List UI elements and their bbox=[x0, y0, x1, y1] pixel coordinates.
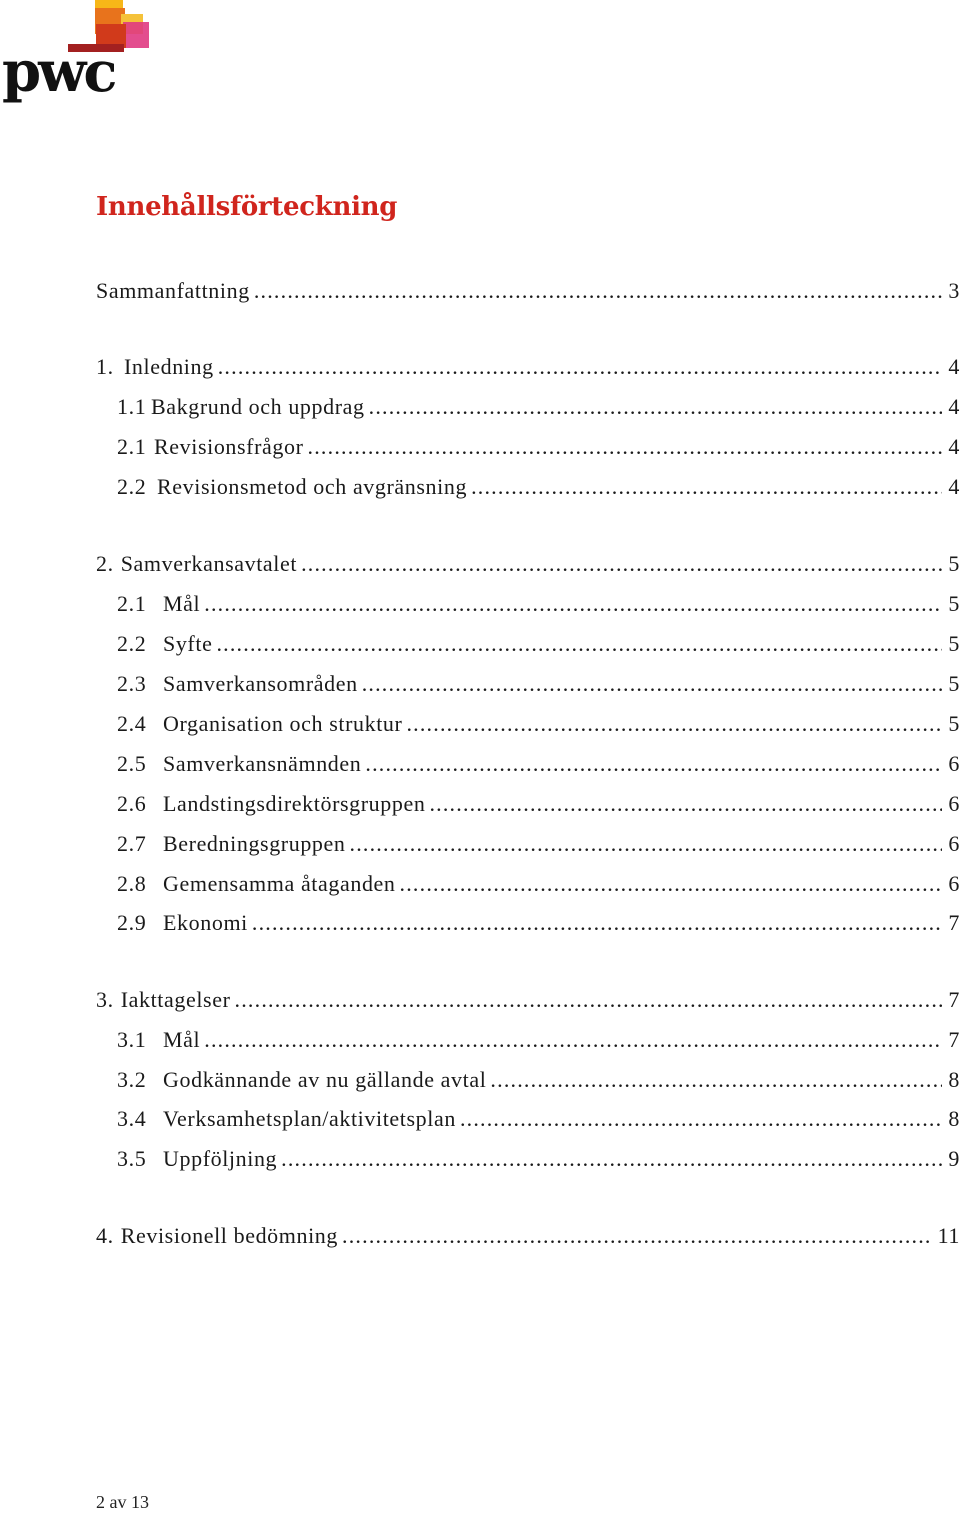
toc-entry-label: Beredningsgruppen bbox=[163, 831, 346, 856]
toc-entry-label: Sammanfattning bbox=[96, 278, 250, 303]
toc-entry-page: 7 bbox=[948, 987, 960, 1012]
toc-entry-page: 8 bbox=[948, 1106, 960, 1131]
toc-entry-samverkansnamnden[interactable] bbox=[117, 749, 960, 779]
toc-leader-dots bbox=[252, 908, 943, 938]
toc-entry-number: 2.5 bbox=[117, 751, 147, 776]
toc-leader-dots bbox=[350, 829, 943, 859]
toc-leader-dots bbox=[471, 472, 942, 502]
toc-entry-page: 5 bbox=[948, 631, 960, 656]
toc-entry-uppfoljning[interactable] bbox=[117, 1144, 960, 1174]
toc-leader-dots bbox=[369, 392, 943, 422]
toc-entry-number: 3.4 bbox=[117, 1106, 147, 1131]
toc-entry-page: 4 bbox=[948, 354, 960, 379]
toc-entry-page: 5 bbox=[948, 591, 960, 616]
toc-leader-dots bbox=[216, 629, 942, 659]
toc-entry-number: 1. bbox=[96, 354, 114, 379]
toc-entry-syfte[interactable] bbox=[117, 629, 960, 659]
toc-entry-label: Samverkansområden bbox=[163, 671, 358, 696]
toc-entry-number: 2.7 bbox=[117, 831, 147, 856]
toc-entry-mal-3[interactable] bbox=[117, 1025, 960, 1055]
toc-entry-samverkansavtalet[interactable] bbox=[96, 549, 960, 579]
toc-entry-number: 3.5 bbox=[117, 1146, 147, 1171]
toc-entry-organisation[interactable] bbox=[117, 709, 960, 739]
toc-entry-label: Revisionell bedömning bbox=[120, 1223, 339, 1248]
toc-entry-page: 4 bbox=[948, 394, 960, 419]
toc-entry-number: 4. bbox=[96, 1223, 114, 1248]
toc-entry-mal[interactable] bbox=[117, 589, 960, 619]
toc-entry-page: 3 bbox=[948, 278, 960, 303]
toc-entry-revisionsmetod[interactable] bbox=[117, 472, 960, 502]
toc-entry-ekonomi[interactable] bbox=[117, 908, 960, 938]
toc-entry-label: Samverkansavtalet bbox=[120, 551, 298, 576]
toc-entry-label: Bakgrund och uppdrag bbox=[151, 394, 365, 419]
toc-leader-dots bbox=[254, 276, 943, 306]
toc-entry-page: 5 bbox=[948, 551, 960, 576]
toc-entry-label: Gemensamma åtaganden bbox=[163, 871, 396, 896]
toc-entry-label: Organisation och struktur bbox=[163, 711, 403, 736]
toc-entry-iakttagelser[interactable] bbox=[96, 985, 960, 1015]
toc-leader-dots bbox=[218, 352, 943, 382]
toc-entry-page: 11 bbox=[937, 1223, 960, 1248]
toc-entry-label: Mål bbox=[163, 591, 201, 616]
toc-entry-number: 2. bbox=[96, 551, 114, 576]
toc-entry-label: Ekonomi bbox=[163, 910, 248, 935]
toc-leader-dots bbox=[362, 669, 943, 699]
toc-entry-page: 6 bbox=[948, 791, 960, 816]
toc-entry-samverkansomraden[interactable] bbox=[117, 669, 960, 699]
pwc-logo bbox=[0, 0, 160, 120]
pwc-logo-text: pwc bbox=[2, 39, 115, 105]
toc-entry-beredningsgruppen[interactable] bbox=[117, 829, 960, 859]
toc-entry-label: Samverkansnämnden bbox=[163, 751, 362, 776]
toc-leader-dots bbox=[342, 1221, 932, 1251]
toc-entry-bakgrund[interactable] bbox=[117, 392, 960, 422]
toc-entry-page: 6 bbox=[948, 751, 960, 776]
toc-leader-dots bbox=[400, 869, 943, 899]
toc-leader-dots bbox=[429, 789, 942, 819]
toc-entry-number: 2.2 bbox=[117, 474, 147, 499]
toc-entry-page: 4 bbox=[948, 474, 960, 499]
toc-entry-page: 5 bbox=[948, 711, 960, 736]
toc-entry-label: Landstingsdirektörsgruppen bbox=[163, 791, 426, 816]
toc-entry-label: Godkännande av nu gällande avtal bbox=[163, 1067, 487, 1092]
toc-entry-number: 3.2 bbox=[117, 1067, 147, 1092]
toc-entry-page: 9 bbox=[948, 1146, 960, 1171]
toc-entry-gemensamma-ataganden[interactable] bbox=[117, 869, 960, 899]
page-title: Innehållsförteckning bbox=[96, 192, 398, 222]
toc-entry-number: 2.1 bbox=[117, 591, 147, 616]
toc-leader-dots bbox=[365, 749, 942, 779]
toc-entry-number: 2.4 bbox=[117, 711, 147, 736]
toc-entry-number: 2.6 bbox=[117, 791, 147, 816]
toc-leader-dots bbox=[308, 432, 943, 462]
toc-entry-number: 3.1 bbox=[117, 1027, 147, 1052]
toc-leader-dots bbox=[301, 549, 942, 579]
toc-entry-number: 2.9 bbox=[117, 910, 147, 935]
toc-leader-dots bbox=[406, 709, 942, 739]
toc-entry-label: Inledning bbox=[124, 354, 214, 379]
toc-entry-page: 8 bbox=[948, 1067, 960, 1092]
toc-leader-dots bbox=[235, 985, 943, 1015]
toc-entry-page: 7 bbox=[948, 1027, 960, 1052]
toc-entry-label: Revisionsfrågor bbox=[154, 434, 304, 459]
toc-entry-number: 2.8 bbox=[117, 871, 147, 896]
toc-leader-dots bbox=[281, 1144, 942, 1174]
toc-entry-revisionell-bedomning[interactable] bbox=[96, 1221, 960, 1251]
toc-entry-number: 2.3 bbox=[117, 671, 147, 696]
toc-entry-revisionsfragor[interactable] bbox=[117, 432, 960, 462]
toc-entry-label: Verksamhetsplan/aktivitetsplan bbox=[163, 1106, 456, 1131]
toc-entry-inledning[interactable] bbox=[96, 352, 960, 382]
toc-leader-dots bbox=[490, 1065, 942, 1095]
toc-entry-number: 2.2 bbox=[117, 631, 147, 656]
toc-entry-verksamhetsplan[interactable] bbox=[117, 1104, 960, 1134]
toc-entry-page: 7 bbox=[948, 910, 960, 935]
toc-entry-number: 3. bbox=[96, 987, 114, 1012]
toc-entry-number: 1.1 bbox=[117, 394, 147, 419]
toc-entry-page: 4 bbox=[948, 434, 960, 459]
toc-entry-label: Revisionsmetod och avgränsning bbox=[157, 474, 468, 499]
toc-entry-page: 6 bbox=[948, 831, 960, 856]
toc-entry-page: 5 bbox=[948, 671, 960, 696]
toc-entry-label: Uppföljning bbox=[163, 1146, 278, 1171]
toc-entry-label: Syfte bbox=[163, 631, 213, 656]
toc-leader-dots bbox=[204, 1025, 942, 1055]
page-indicator: 2 av 13 bbox=[96, 1492, 149, 1512]
toc-leader-dots bbox=[460, 1104, 942, 1134]
toc-entry-godkannande[interactable] bbox=[117, 1065, 960, 1095]
toc-entry-label: Mål bbox=[163, 1027, 201, 1052]
toc-leader-dots bbox=[204, 589, 942, 619]
toc-entry-number: 2.1 bbox=[117, 434, 147, 459]
toc-entry-sammanfattning[interactable] bbox=[96, 276, 960, 306]
toc-entry-label: Iakttagelser bbox=[120, 987, 231, 1012]
toc-entry-page: 6 bbox=[948, 871, 960, 896]
toc-entry-landstingsdirektorsgruppen[interactable] bbox=[117, 789, 960, 819]
